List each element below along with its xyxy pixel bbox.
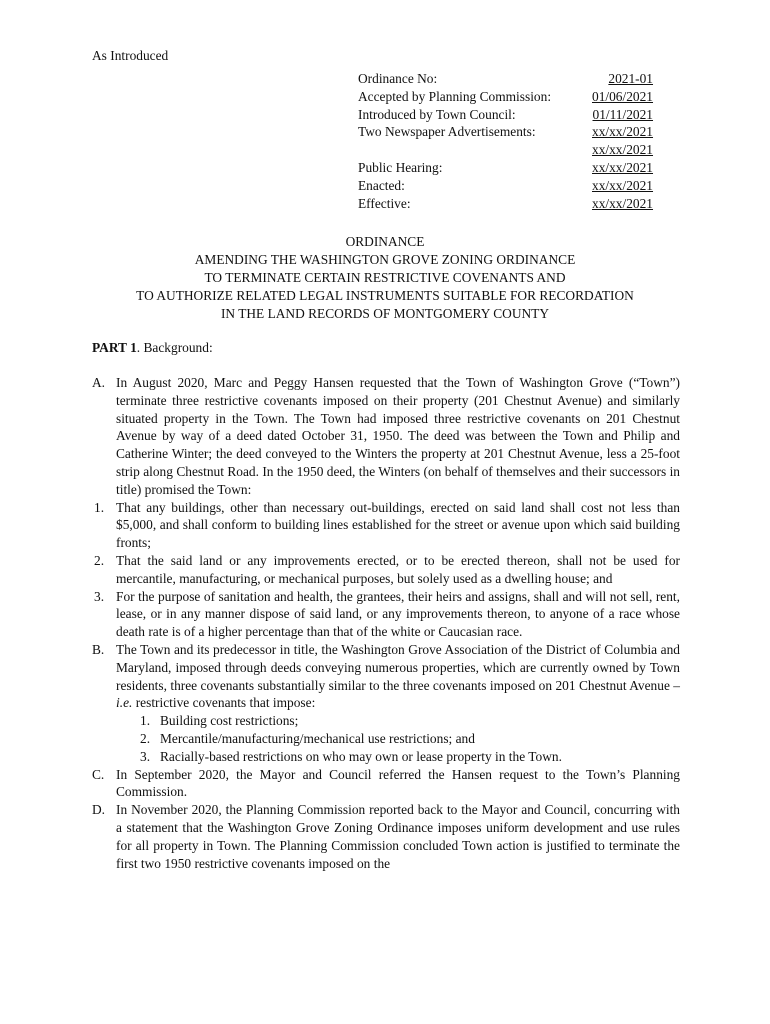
meta-row (358, 106, 653, 124)
meta-row (358, 195, 653, 213)
meta-row (358, 159, 653, 177)
section-text-italic: i.e. (116, 695, 133, 711)
item-marker: 2. (140, 730, 151, 746)
section-b (92, 641, 680, 712)
section-text: In September 2020, the Mayor and Council referred the Hansen request to the Town’s Planning Commission. (116, 766, 680, 800)
section-text: In August 2020, Marc and Peggy Hansen requested that the Town of Washington Grove (“Town”) terminate three restrictive covenants imposed on their property (201 Chestnut Avenue) and similarly situated property in the Town. The Town had imposed three restrictive covenants on 201 Chestnut Avenue by way of a deed dated October 31, 1950. The deed was between the Town and Philip and Catherine Winter; the deed conveyed to the Winters the property at 201 Chestnut Avenue, less a 25-foot strip along Chestnut Road. In the 1950 deed, the Winters (on behalf of themselves and their successors in title) promised the Town: (116, 375, 680, 497)
item-text: That any buildings, other than necessary out-buildings, erected on said land shall cost not less than $5,000, and shall conform to building lines established for the street or avenue upon which said building fronts; (116, 499, 680, 551)
section-a-item (92, 588, 680, 641)
meta-value: xx/xx/2021 (592, 124, 654, 140)
item-text: That the said land or any improvements erected, or to be erected thereon, shall not be used for mercantile, manufacturing, or mechanical purposes, but solely used as a dwelling house; and (116, 552, 680, 586)
meta-value: xx/xx/2021 (592, 195, 654, 211)
section-d (92, 801, 680, 872)
part-heading (92, 339, 213, 357)
part-title: . Background: (136, 340, 213, 355)
section-text: restrictive covenants that impose: (132, 695, 316, 711)
section-text: In November 2020, the Planning Commission reported back to the Mayor and Council, concurring with a statement that the Washington Grove Zoning Ordinance imposes uniform development and use rules for all property in Town. The Planning Commission concluded Town action is justified to terminate the first two 1950 restrictive covenants imposed on the (116, 802, 680, 871)
meta-label: Introduced by Town Council: (358, 106, 516, 122)
meta-value: xx/xx/2021 (592, 177, 654, 193)
meta-value: 01/11/2021 (592, 106, 654, 122)
meta-value: 2021-01 (608, 71, 654, 86)
meta-label: Effective: (358, 195, 411, 211)
item-marker: 3. (94, 588, 105, 604)
meta-label: Two Newspaper Advertisements: (358, 124, 536, 140)
ordinance-title (92, 233, 678, 323)
meta-row (358, 141, 653, 159)
item-text: Building cost restrictions; (160, 713, 299, 729)
section-b-item (140, 730, 680, 748)
section-a-item (92, 499, 680, 552)
item-marker: 1. (94, 499, 105, 515)
title-line: TO AUTHORIZE RELATED LEGAL INSTRUMENTS SUITABLE FOR RECORDATION (136, 288, 634, 303)
title-line: TO TERMINATE CERTAIN RESTRICTIVE COVENANTS AND (204, 270, 566, 285)
item-text: Racially-based restrictions on who may own or lease property in the Town. (160, 748, 562, 764)
meta-value: xx/xx/2021 (592, 159, 654, 175)
section-c (92, 766, 680, 802)
meta-label: Enacted: (358, 177, 405, 193)
meta-label: Accepted by Planning Commission: (358, 88, 552, 104)
header-note: As Introduced (92, 48, 169, 63)
title-line: IN THE LAND RECORDS OF MONTGOMERY COUNTY (220, 306, 550, 321)
section-b-item (140, 712, 680, 730)
meta-label: Public Hearing: (358, 159, 443, 175)
title-line: AMENDING THE WASHINGTON GROVE ZONING ORDINANCE (194, 252, 576, 267)
item-marker: 1. (140, 713, 151, 729)
meta-row (358, 177, 653, 195)
part-label: PART 1 (92, 340, 137, 355)
section-marker: C. (92, 766, 105, 782)
section-a (92, 374, 680, 499)
meta-label: Ordinance No: (358, 71, 438, 86)
meta-row (358, 88, 653, 106)
meta-value: xx/xx/2021 (592, 142, 654, 158)
title-line: ORDINANCE (345, 234, 425, 249)
section-marker: B. (92, 641, 105, 657)
section-text: The Town and its predecessor in title, the Washington Grove Association of the District of Columbia and Maryland, imposed through deeds conveying numerous properties, which are currently owned by Town residents, three covenants substantially similar to the three covenants imposed on 201 Chestnut Avenue – (116, 641, 680, 693)
item-marker: 3. (140, 748, 151, 764)
section-b-item (140, 748, 680, 766)
item-text: Mercantile/manufacturing/mechanical use restrictions; and (160, 730, 475, 746)
ordinance-metadata-table (358, 70, 653, 212)
section-a-item (92, 552, 680, 588)
background-sections (92, 374, 680, 872)
section-b-list (92, 712, 680, 765)
meta-row (358, 70, 653, 88)
meta-value: 01/06/2021 (592, 88, 654, 104)
section-marker: A. (92, 375, 106, 390)
meta-label (358, 141, 592, 159)
item-marker: 2. (94, 552, 105, 568)
meta-row (358, 123, 653, 141)
item-text: For the purpose of sanitation and health, the grantees, their heirs and assigns, shall and will not sell, rent, lease, or in any manner dispose of said land, or any improvements thereon, to anyone of a race whose death rate is of a higher percentage than that of the white or Caucasian race. (116, 588, 680, 640)
section-marker: D. (92, 802, 106, 818)
